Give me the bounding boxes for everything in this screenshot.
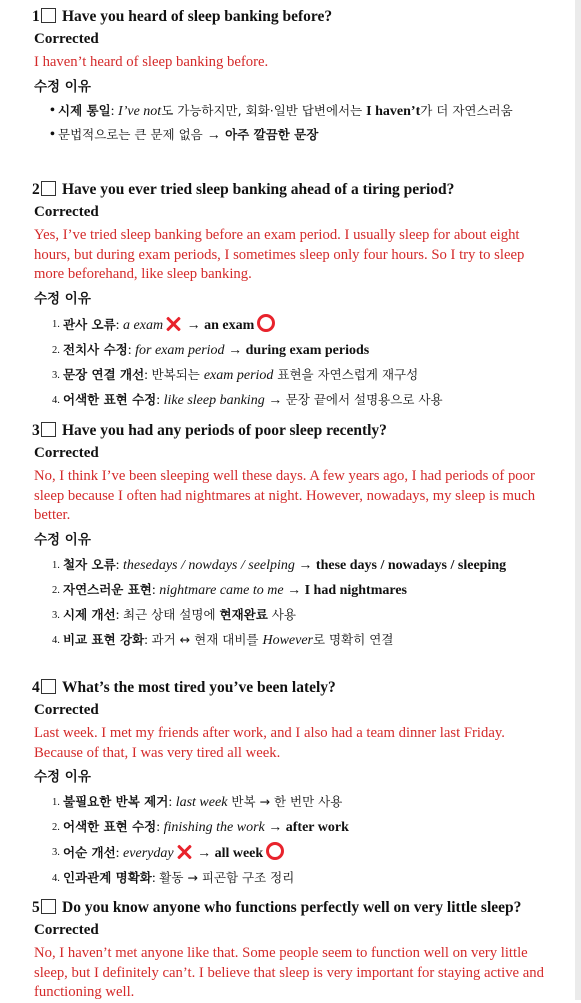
list-item: • 문법적으로는 큰 문제 없음 → 아주 깔끔한 문장 [50, 126, 319, 143]
reason-list [34, 555, 575, 650]
list-item: 1. 철자 오류: thesedays / nowdays / seelping → these days / nowadays / sleeping [52, 556, 507, 573]
checkbox-icon[interactable] [41, 181, 56, 196]
checkbox-icon[interactable] [41, 899, 56, 914]
question-text: Do you know anyone who functions perfectly well on very little sleep? [62, 899, 522, 916]
question-section-3 [34, 421, 575, 655]
list-item: • 시제 통일: I’ve not도 가능하지만, 회화·일반 답변에서는 I haven’t가 더 자연스러움 [50, 102, 513, 119]
corrected-answer: Yes, I’ve tried sleep banking before an exam period. I usually sleep for about eight hours, but during exam periods, I sometimes sleep only four hours. So I try to sleep more beforehand, like sleep banking. [34, 227, 525, 282]
question-number: 4 [32, 679, 40, 696]
red-circle-icon [266, 842, 284, 860]
list-item: 2. 어색한 표현 수정: finishing the work → after work [52, 819, 349, 835]
corrected-label: Corrected [34, 445, 99, 461]
question-section-4 [34, 678, 575, 893]
corrected-answer: I haven’t heard of sleep banking before. [34, 54, 269, 70]
question-number: 2 [32, 181, 40, 198]
list-item: 4. 어색한 표현 수정: like sleep banking → 문장 끝에서 설명용으로 사용 [52, 391, 443, 408]
corrected-label: Corrected [34, 204, 99, 220]
red-circle-icon [257, 314, 275, 332]
question-section-2 [34, 180, 575, 415]
question-number: 5 [32, 899, 40, 916]
question-heading [32, 898, 575, 918]
checkbox-icon[interactable] [41, 8, 56, 23]
checkbox-icon[interactable] [41, 679, 56, 694]
red-x-icon [176, 844, 192, 860]
corrected-label: Corrected [34, 702, 99, 718]
list-item: 3. 어순 개선: everyday → all week [52, 842, 575, 863]
list-item: 2. 전치사 수정: for exam period → during exam periods [52, 341, 370, 358]
list-item: 4. 인과관계 명확화: 활동 → 피곤함 구조 정리 [52, 870, 295, 886]
question-text: Have you had any periods of poor sleep recently? [62, 422, 387, 439]
question-heading [32, 678, 575, 698]
list-item: 1. 불필요한 반복 제거: last week 반복 → 한 번만 사용 [52, 794, 343, 810]
question-text: Have you heard of sleep banking before? [62, 8, 333, 25]
corrected-label: Corrected [34, 922, 99, 938]
question-section-1 [34, 7, 575, 149]
reason-list [34, 314, 575, 410]
reason-title: 수정 이유 [34, 290, 91, 307]
corrected-answer: Last week. I met my friends after work, and I also had a team dinner last Friday. Because of that, I was very tired all week. [34, 725, 505, 761]
question-number: 3 [32, 422, 40, 439]
list-item: 3. 시제 개선: 최근 상태 설명에 현재완료 사용 [52, 606, 296, 623]
corrected-label: Corrected [34, 31, 99, 47]
question-heading [32, 7, 575, 27]
reason-list [34, 101, 575, 145]
question-heading [32, 421, 575, 441]
list-item: 1. 관사 오류: a exam → an exam [52, 314, 575, 335]
question-text: Have you ever tried sleep banking ahead of a tiring period? [62, 181, 455, 198]
reason-title: 수정 이유 [34, 78, 91, 95]
red-x-icon [165, 316, 181, 332]
page-edge [575, 0, 581, 1000]
list-item: 2. 자연스러운 표현: nightmare came to me → I had nightmares [52, 581, 408, 598]
list-item: 4. 비교 표현 강화: 과거 ↔ 현재 대비를 However로 명확히 연결 [52, 631, 394, 648]
question-number: 1 [32, 8, 40, 25]
reason-title: 수정 이유 [34, 769, 91, 785]
corrected-answer: No, I think I’ve been sleeping well these days. A few years ago, I had periods of poor sleep because I often had nightmares at night. However, nowadays, my sleep is much better. [34, 468, 536, 523]
checkbox-icon[interactable] [41, 422, 56, 437]
reason-list [34, 792, 575, 888]
question-text: What’s the most tired you’ve been lately? [62, 679, 336, 696]
question-section-5 [34, 898, 575, 1003]
question-heading [32, 180, 575, 200]
corrected-answer: No, I haven’t met anyone like that. Some people seem to function well on very little sleep, but I definitely can’t. I believe that sleep is very important for staying active and functioning well. [34, 945, 544, 1000]
reason-title: 수정 이유 [34, 531, 91, 548]
list-item: 3. 문장 연결 개선: 반복되는 exam period 표현을 자연스럽게 재구성 [52, 366, 419, 383]
